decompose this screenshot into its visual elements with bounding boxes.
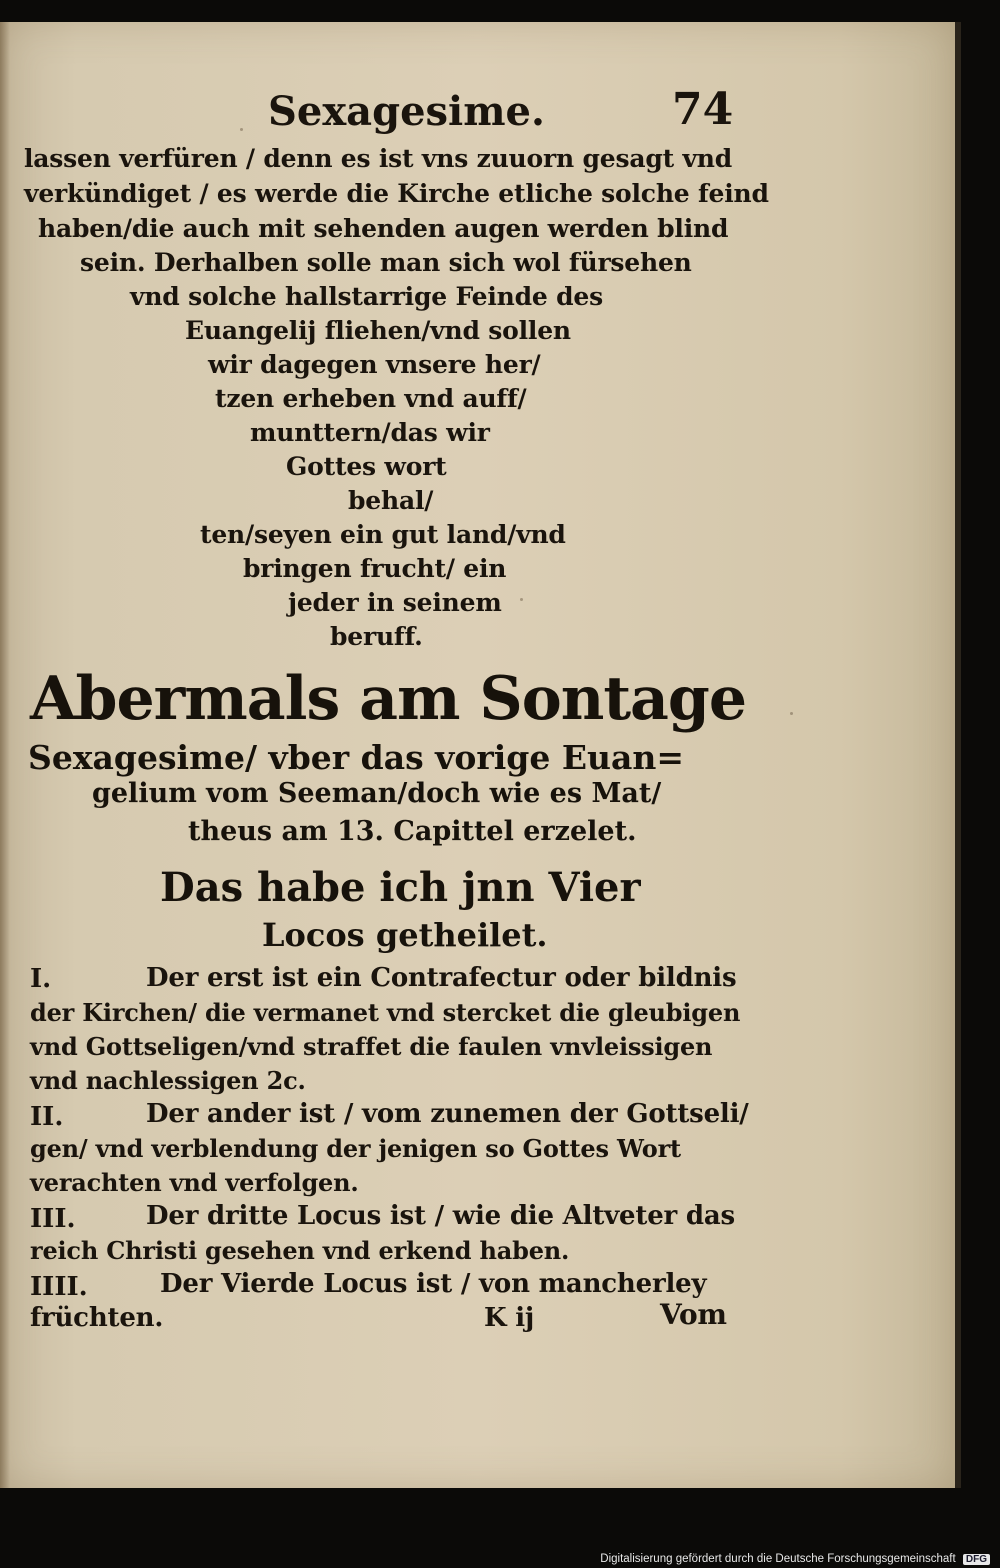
- text-line: Euangelij fliehen/vnd sollen: [185, 316, 571, 345]
- text-line: Gottes wort: [286, 452, 447, 481]
- section-subheading-line: theus am 13. Capittel erzelet.: [188, 816, 637, 847]
- locus-numeral: III.: [30, 1204, 76, 1234]
- section-heading: Abermals am Sontage: [30, 664, 747, 734]
- locus-text-line: Der dritte Locus ist / wie die Altveter das: [146, 1201, 735, 1231]
- text-line: behal/: [348, 486, 434, 515]
- division-heading-line: Locos getheilet.: [262, 916, 548, 954]
- locus-text-line: reich Christi gesehen vnd erkend haben.: [30, 1236, 570, 1265]
- text-line: lassen verfüren / denn es ist vns zuuorn gesagt vnd: [24, 144, 733, 173]
- locus-text-line: Der Vierde Locus ist / von mancherley: [160, 1269, 707, 1299]
- text-line: jeder in seinem: [288, 588, 502, 617]
- locus-text-line: Der ander ist / vom zunemen der Gottseli/: [146, 1099, 749, 1129]
- digitization-credit: [600, 1553, 990, 1565]
- paper-speck: [520, 598, 523, 601]
- division-heading-line: Das habe ich jnn Vier: [160, 864, 641, 911]
- catchword: Vom: [660, 1298, 727, 1331]
- locus-text-line: der Kirchen/ die vermanet vnd stercket die gleubigen: [30, 998, 741, 1027]
- section-subheading-line: gelium vom Seeman/doch wie es Mat/: [92, 778, 662, 809]
- locus-text-line: vnd nachlessigen 2c.: [30, 1066, 306, 1095]
- credit-text: Digitalisierung gefördert durch die Deutsche Forschungsgemeinschaft: [600, 1553, 956, 1565]
- text-line: bringen frucht/ ein: [243, 554, 507, 583]
- book-page: [0, 22, 961, 1488]
- text-line: tzen erheben vnd auff/: [215, 384, 527, 413]
- text-line: ten/seyen ein gut land/vnd: [200, 520, 566, 549]
- locus-numeral: IIII.: [30, 1272, 88, 1302]
- text-line: vnd solche hallstarrige Feinde des: [130, 282, 603, 311]
- text-line: beruff.: [330, 622, 423, 651]
- dfg-logo: DFG: [963, 1554, 990, 1565]
- text-line: wir dagegen vnsere her/: [208, 350, 541, 379]
- text-line: sein. Derhalben solle man sich wol fürsehen: [80, 248, 692, 277]
- locus-numeral: II.: [30, 1102, 64, 1132]
- locus-text-line: vnd Gottseligen/vnd straffet die faulen vnvleissigen: [30, 1032, 713, 1061]
- locus-text-line: verachten vnd verfolgen.: [30, 1168, 359, 1197]
- locus-text-line: gen/ vnd verblendung der jenigen so Gottes Wort: [30, 1134, 681, 1163]
- text-line: munttern/das wir: [250, 418, 490, 447]
- running-head: Sexagesime.: [268, 88, 545, 135]
- paper-speck: [240, 128, 243, 131]
- section-subheading-line: Sexagesime/ vber das vorige Euan=: [28, 738, 685, 777]
- page-number: 74: [672, 84, 734, 135]
- text-line: verkündiget / es werde die Kirche etliche solche feind: [24, 179, 769, 208]
- signature-mark: K ij: [484, 1303, 535, 1333]
- locus-text-line: Der erst ist ein Contrafectur oder bildnis: [146, 963, 737, 993]
- text-line: haben/die auch mit sehenden augen werden blind: [38, 214, 729, 243]
- paper-speck: [790, 712, 793, 715]
- locus-text-line: früchten.: [30, 1303, 164, 1333]
- locus-numeral: I.: [30, 964, 52, 994]
